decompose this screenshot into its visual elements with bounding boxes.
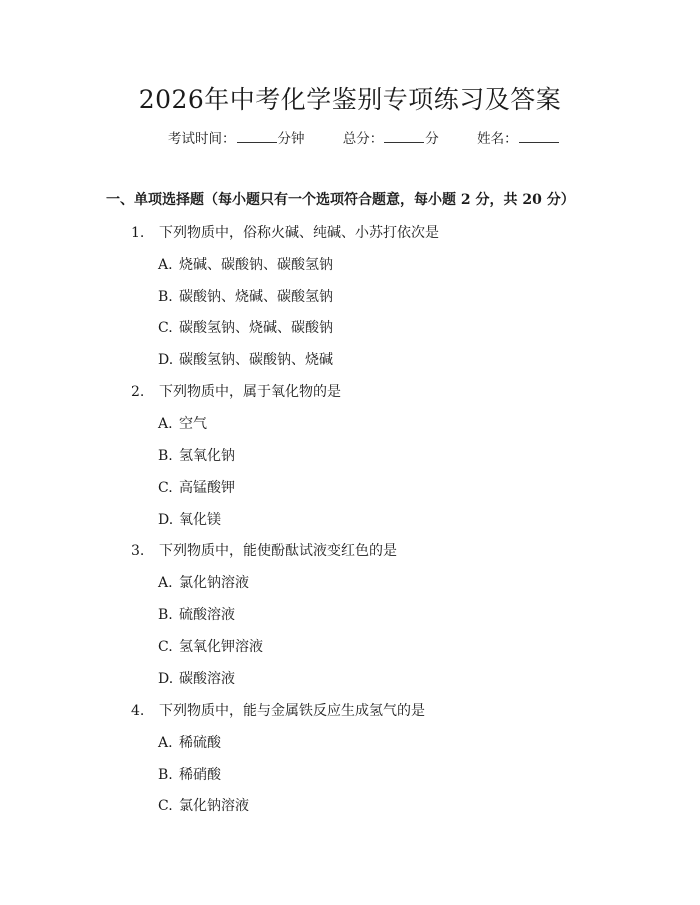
option-letter: C.: [158, 798, 173, 814]
option-text: 空气: [179, 416, 207, 432]
option-letter: C.: [158, 639, 173, 655]
option-text: 碳酸溶液: [179, 671, 235, 687]
option-3d: [158, 668, 235, 690]
option-letter: B.: [158, 767, 173, 783]
option-3b: [158, 604, 235, 626]
option-text: 氢氧化钾溶液: [179, 639, 263, 655]
question-4: [131, 700, 425, 722]
total-score-unit: 分: [425, 131, 439, 147]
option-4b: [158, 764, 221, 786]
option-text: 碳酸氢钠、烧碱、碳酸钠: [179, 320, 333, 336]
option-text: 烧碱、碳酸钠、碳酸氢钠: [179, 257, 333, 273]
option-letter: D.: [158, 512, 174, 528]
option-2c: [158, 477, 235, 499]
option-letter: A.: [158, 416, 173, 432]
option-letter: A.: [158, 575, 173, 591]
student-name-blank[interactable]: [519, 129, 559, 143]
option-text: 稀硝酸: [179, 767, 221, 783]
option-text: 稀硫酸: [179, 735, 221, 751]
question-number: 3.: [131, 543, 145, 559]
question-text: 下列物质中，能使酚酞试液变红色的是: [159, 543, 397, 559]
option-text: 碳酸钠、烧碱、碳酸氢钠: [179, 289, 333, 305]
option-text: 氢氧化钠: [179, 448, 235, 464]
section-heading: 一、单项选择题（每小题只有一个选项符合题意，每小题 2 分，共 20 分）: [106, 192, 575, 208]
option-2d: [158, 509, 221, 531]
option-letter: A.: [158, 735, 173, 751]
question-number: 1.: [131, 225, 145, 241]
question-number: 2.: [131, 384, 145, 400]
question-3: [131, 540, 397, 562]
option-text: 碳酸氢钠、碳酸钠、烧碱: [179, 352, 333, 368]
option-letter: C.: [158, 480, 173, 496]
option-4a: [158, 732, 221, 754]
option-letter: D.: [158, 352, 174, 368]
question-number: 4.: [131, 703, 145, 719]
option-1d: [158, 349, 333, 371]
option-1a: [158, 254, 333, 276]
option-letter: B.: [158, 448, 173, 464]
exam-time-blank[interactable]: [237, 129, 277, 143]
option-3c: [158, 636, 263, 658]
option-letter: B.: [158, 289, 173, 305]
option-2a: [158, 413, 207, 435]
option-text: 高锰酸钾: [179, 480, 235, 496]
question-2: [131, 381, 341, 403]
option-2b: [158, 445, 235, 467]
total-score-blank[interactable]: [384, 129, 424, 143]
option-letter: D.: [158, 671, 174, 687]
option-text: 氯化钠溶液: [179, 575, 249, 591]
page-title: 2026年中考化学鉴别专项练习及答案: [138, 85, 562, 114]
question-text: 下列物质中，能与金属铁反应生成氢气的是: [159, 703, 425, 719]
option-letter: C.: [158, 320, 173, 336]
student-name-label: 姓名：: [477, 131, 518, 147]
question-text: 下列物质中，属于氧化物的是: [159, 384, 341, 400]
option-letter: B.: [158, 607, 173, 623]
option-4c: [158, 795, 249, 817]
total-score-field: [343, 131, 443, 147]
option-text: 氯化钠溶液: [179, 798, 249, 814]
exam-time-unit: 分钟: [277, 131, 305, 147]
exam-time-field: [168, 131, 309, 147]
question-text: 下列物质中，俗称火碱、纯碱、小苏打依次是: [159, 225, 439, 241]
option-text: 氧化镁: [179, 512, 221, 528]
exam-info-line: [168, 129, 594, 149]
exam-time-label: 考试时间：: [168, 131, 236, 147]
option-text: 硫酸溶液: [179, 607, 235, 623]
option-1c: [158, 317, 333, 339]
total-score-label: 总分：: [342, 131, 384, 147]
question-1: [131, 222, 439, 244]
student-name-field: [477, 131, 560, 147]
option-3a: [158, 572, 249, 594]
option-1b: [158, 286, 333, 308]
option-letter: A.: [158, 257, 173, 273]
